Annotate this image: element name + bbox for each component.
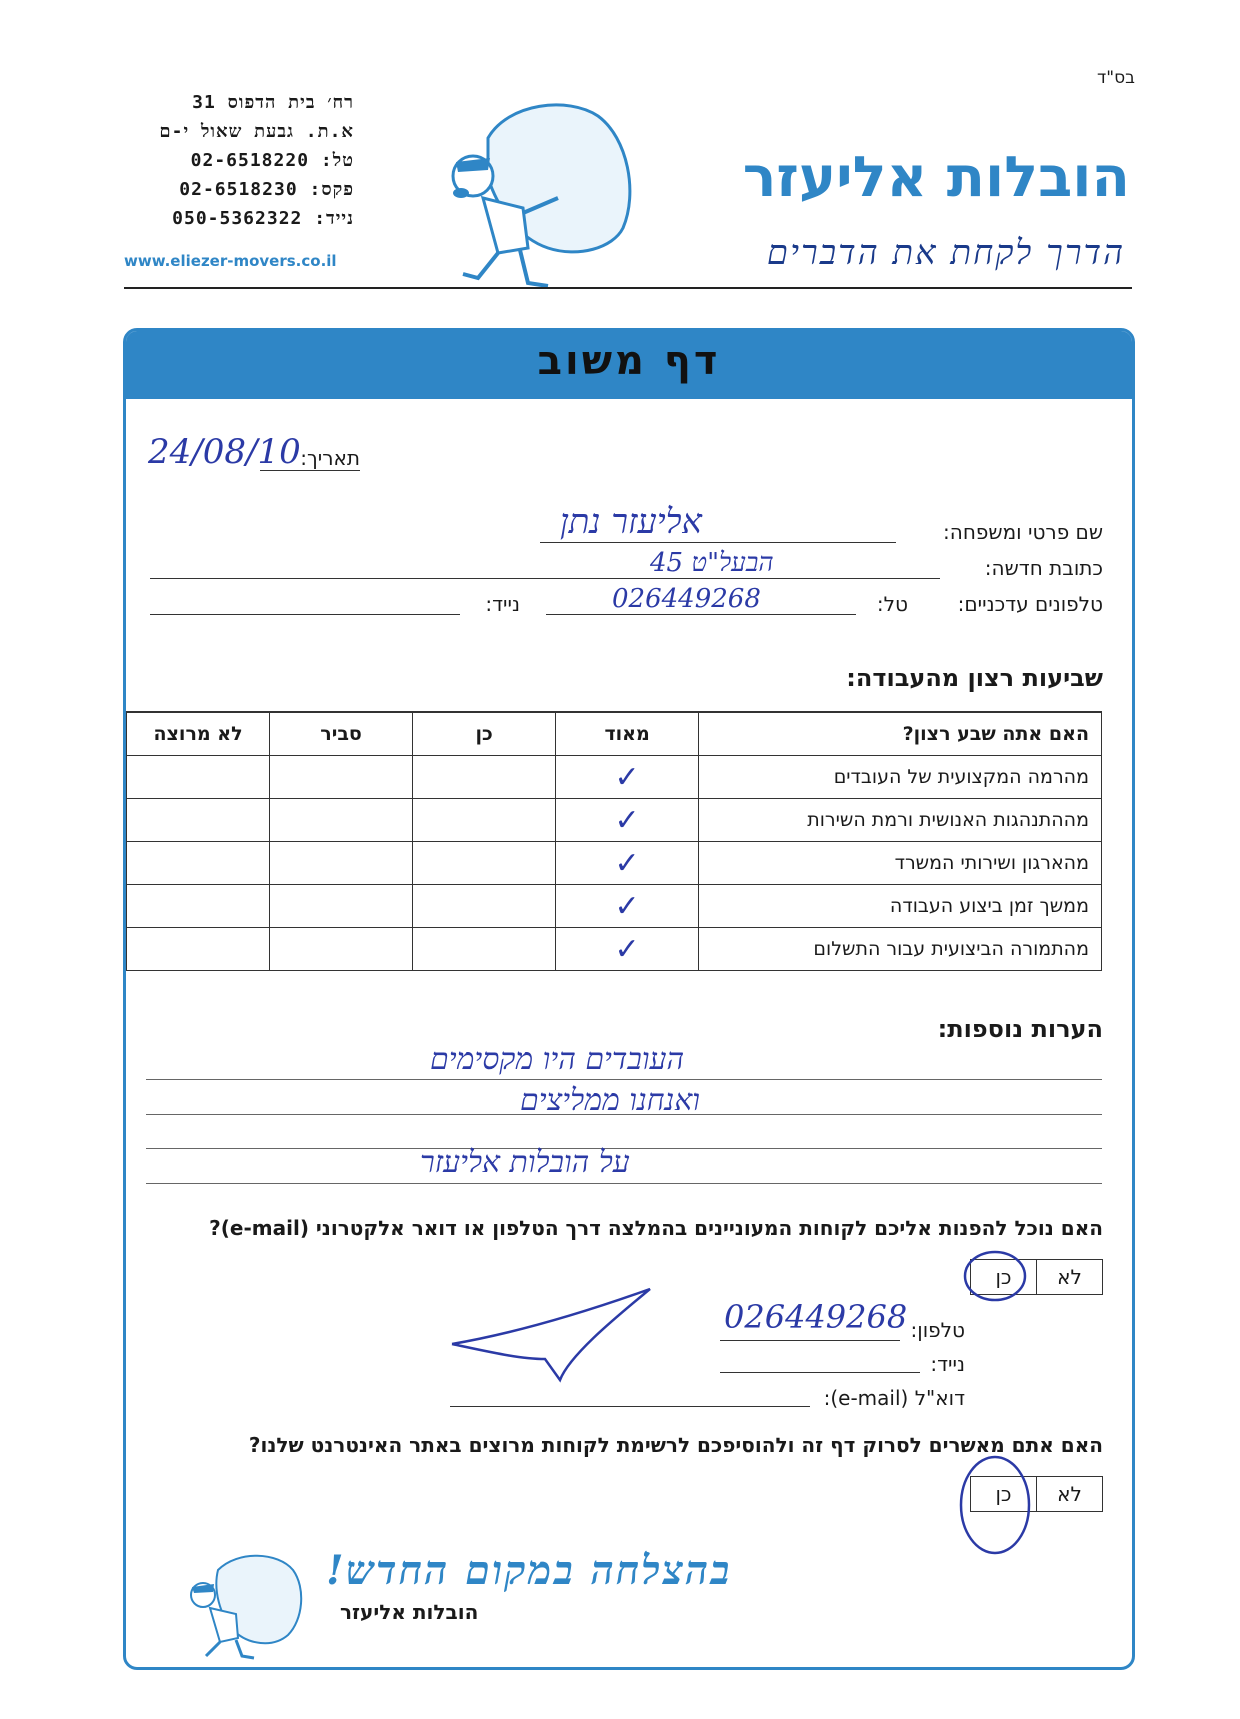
- question-cell: ממשך זמן ביצוע העבודה: [699, 885, 1102, 928]
- closing-wish: בהצלחה במקום החדש!: [326, 1547, 732, 1594]
- very-checkmark[interactable]: ✓: [556, 756, 699, 799]
- unsatisfied-cell[interactable]: [127, 756, 270, 799]
- brand-name: הובלות אליעזר: [742, 145, 1130, 210]
- unsatisfied-cell[interactable]: [127, 885, 270, 928]
- mobile-label: נייד:: [485, 592, 520, 616]
- contact-no-option[interactable]: לא: [1057, 1265, 1082, 1289]
- yes-cell[interactable]: [413, 928, 556, 971]
- publish-yes-circle-mark: [955, 1450, 1035, 1560]
- question-cell: מהרמה המקצועית של העובדים: [699, 756, 1102, 799]
- table-row: [127, 799, 1102, 842]
- column-header: סביר: [270, 712, 413, 756]
- contact-email-label: דוא"ל (e-mail):: [823, 1386, 965, 1410]
- mobile-line: נייד: 050-5362322: [172, 208, 354, 229]
- unsatisfied-cell[interactable]: [127, 799, 270, 842]
- fax-line: פקס: 02-6518230: [179, 179, 354, 200]
- date-value[interactable]: 24/08/10: [148, 432, 301, 472]
- contact-mobile-underline: [720, 1372, 920, 1373]
- notes-line: [146, 1183, 1102, 1184]
- contact-phone-value[interactable]: 026449268: [724, 1298, 908, 1336]
- table-header-row: [127, 712, 1102, 756]
- note-handwriting[interactable]: ואנחנו ממליצים: [520, 1083, 700, 1118]
- very-checkmark[interactable]: ✓: [556, 928, 699, 971]
- question-cell: מהארגון ושירותי המשרד: [699, 842, 1102, 885]
- yes-cell[interactable]: [413, 756, 556, 799]
- contact-yes-option[interactable]: כן: [995, 1265, 1012, 1289]
- satisfaction-table: [126, 711, 1102, 971]
- besad-mark: בס"ד: [1097, 68, 1135, 88]
- address-line: רח׳ בית הדפוס 31: [192, 92, 354, 113]
- note-handwriting[interactable]: העובדים היו מקסימים: [430, 1042, 685, 1077]
- fair-cell[interactable]: [270, 756, 413, 799]
- publish-yes-option[interactable]: כן: [995, 1482, 1012, 1506]
- brand-slogan: הדרך לקחת את הדברים: [766, 233, 1125, 273]
- name-underline: [540, 542, 896, 543]
- table-row: [127, 756, 1102, 799]
- contact-question: האם נוכל להפנות אליכם לקוחות המעוניינים בהמלצה דרך הטלפון או דואר אלקטרוני (e-mail)?: [209, 1216, 1103, 1240]
- phone-line: טל: 02-6518220: [190, 150, 354, 171]
- yes-cell[interactable]: [413, 842, 556, 885]
- form-title: דף משוב: [537, 338, 721, 384]
- name-value[interactable]: אליעזר נתן: [560, 502, 702, 542]
- contact-email-underline: [450, 1406, 810, 1407]
- tel-value[interactable]: 026449268: [612, 584, 761, 614]
- table-row: [127, 928, 1102, 971]
- very-checkmark[interactable]: ✓: [556, 799, 699, 842]
- tel-underline: [546, 614, 856, 615]
- new-address-value[interactable]: הבעל"ט 45: [650, 548, 774, 578]
- unsatisfied-cell[interactable]: [127, 928, 270, 971]
- mobile-underline: [150, 614, 460, 615]
- fair-cell[interactable]: [270, 799, 413, 842]
- notes-line: [146, 1079, 1102, 1080]
- question-cell: מההתנהגות האנושית ורמת השירות: [699, 799, 1102, 842]
- question-cell: מהתמורה הביצועית עבור התשלום: [699, 928, 1102, 971]
- note-handwriting[interactable]: על הובלות אליעזר: [420, 1145, 630, 1180]
- table-row: [127, 842, 1102, 885]
- unsatisfied-cell[interactable]: [127, 842, 270, 885]
- publish-no-option[interactable]: לא: [1057, 1482, 1082, 1506]
- company-address-block: [124, 88, 354, 233]
- fair-cell[interactable]: [270, 885, 413, 928]
- yes-cell[interactable]: [413, 885, 556, 928]
- column-header: כן: [413, 712, 556, 756]
- new-address-label: כתובת חדשה:: [984, 556, 1103, 580]
- date-label: תאריך:: [300, 446, 360, 470]
- footer-mascot-icon: [178, 1550, 308, 1660]
- website-link[interactable]: www.eliezer-movers.co.il: [124, 252, 337, 270]
- name-label: שם פרטי ומשפחה:: [943, 520, 1103, 544]
- publish-question: האם אתם מאשרים לסרוק דף זה ולהוסיפכם לרשימת לקוחות מרוצים באתר האינטרנט שלנו?: [248, 1433, 1103, 1457]
- very-checkmark[interactable]: ✓: [556, 885, 699, 928]
- column-header: לא מרוצה: [127, 712, 270, 756]
- yes-cell[interactable]: [413, 799, 556, 842]
- very-checkmark[interactable]: ✓: [556, 842, 699, 885]
- header-divider: [124, 287, 1132, 289]
- fair-cell[interactable]: [270, 928, 413, 971]
- yes-circle-mark: [960, 1246, 1030, 1306]
- contact-mobile-label: נייד:: [930, 1352, 965, 1376]
- column-header: האם אתה שבע רצון?: [699, 712, 1102, 756]
- signature-scribble: [450, 1284, 660, 1384]
- fair-cell[interactable]: [270, 842, 413, 885]
- footer-signature: הובלות אליעזר: [340, 1600, 479, 1624]
- tel-label: טל:: [876, 592, 908, 616]
- contact-phone-label: טלפון:: [910, 1318, 965, 1342]
- address-underline: [150, 578, 940, 579]
- satisfaction-section-title: שביעות רצון מהעבודה:: [846, 664, 1103, 692]
- notes-section-title: הערות נוספות:: [937, 1015, 1103, 1043]
- column-header: מאוד: [556, 712, 699, 756]
- contact-phone-underline: [720, 1340, 900, 1341]
- address-line: א.ת. גבעת שאול י-ם: [159, 121, 354, 142]
- current-phones-label: טלפונים עדכניים:: [957, 592, 1103, 616]
- mover-mascot-icon: [428, 98, 648, 294]
- table-row: [127, 885, 1102, 928]
